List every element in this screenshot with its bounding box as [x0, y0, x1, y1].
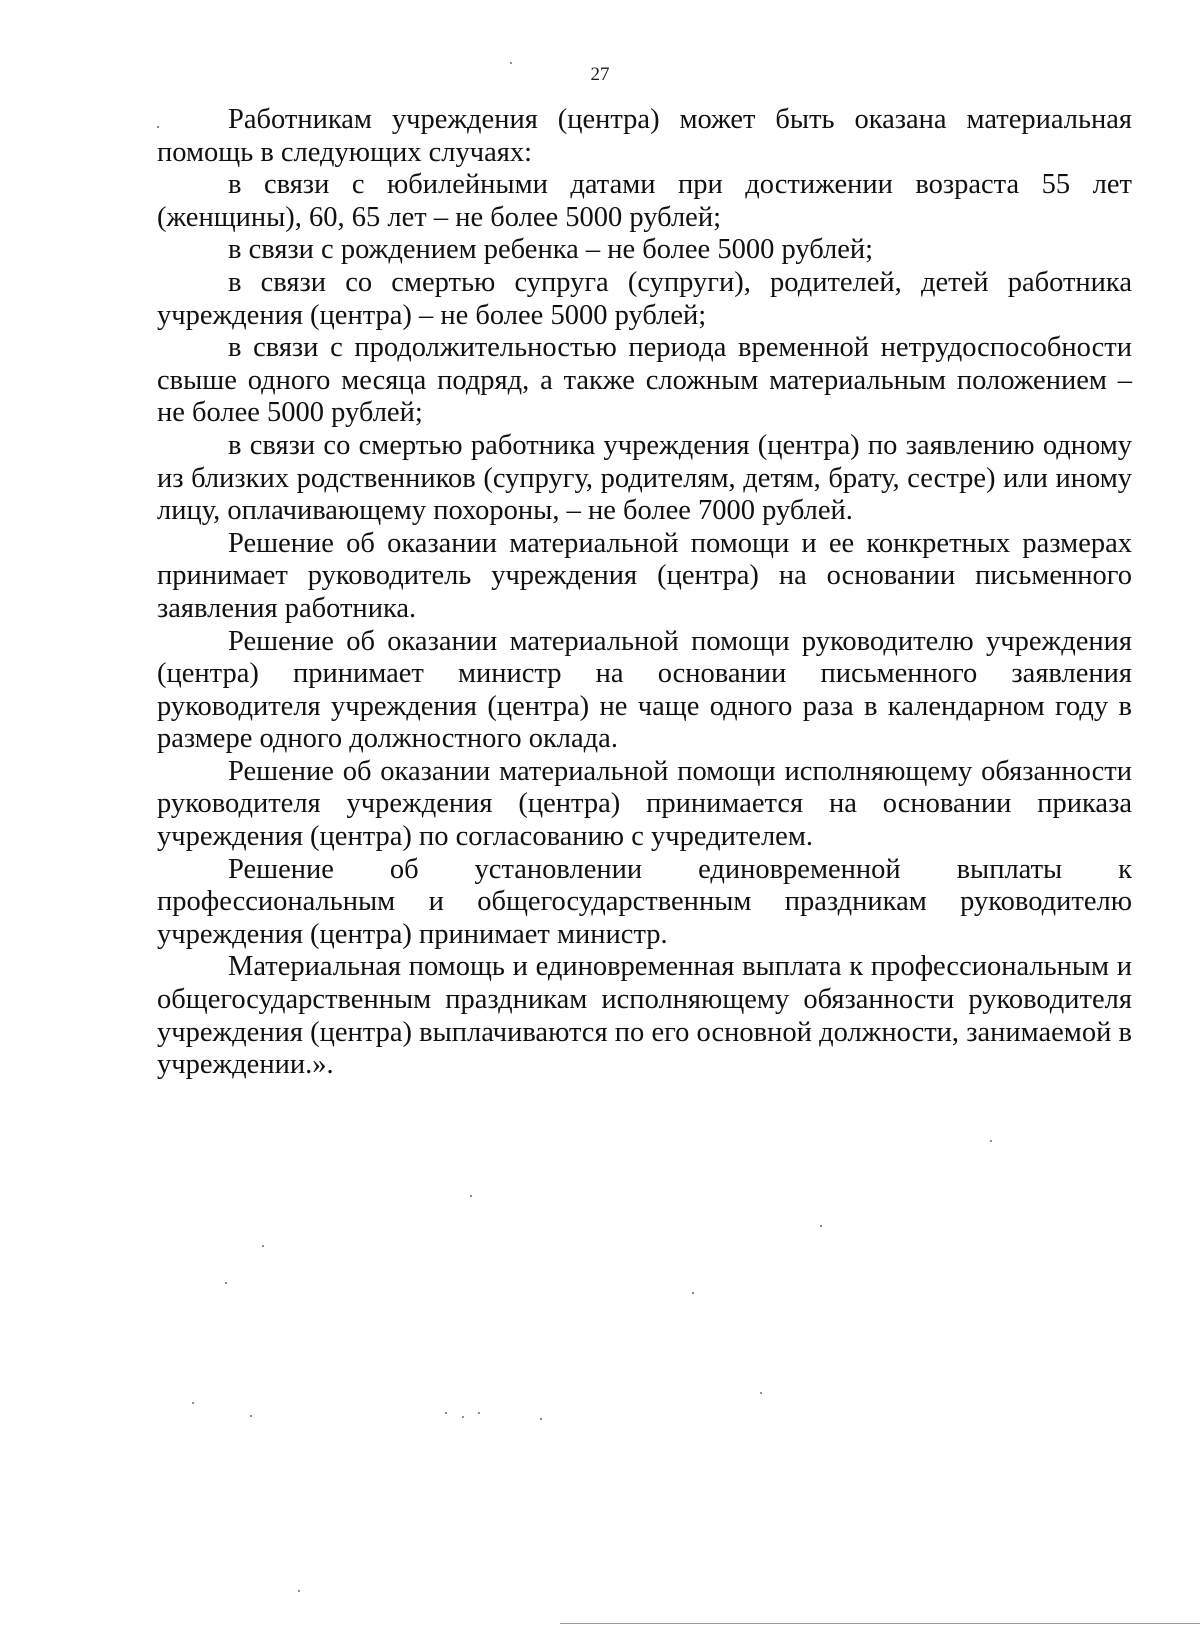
paragraph-decision-head: Решение об оказании материальной помощи и ее конкретных размерах принимает руководитель учреждения (центра) на основании письменного заявления работника. — [157, 527, 1132, 624]
paragraph-decision-minister: Решение об оказании материальной помощи руководителю учреждения (центра) принимает министр на основании письменного заявления руководителя учреждения (центра) не чаще одного раза в календарном году в размере одного должностного оклада. — [157, 625, 1132, 755]
paragraph-disability: в связи с продолжительностью периода временной нетрудоспособности свыше одного месяца подряд, а также сложным материальным положением – не более 5000 рублей; — [157, 332, 1132, 429]
scan-speck — [820, 1225, 822, 1227]
scan-speck — [298, 1590, 300, 1592]
scan-speck — [462, 1416, 464, 1418]
paragraph-payment-basis: Материальная помощь и единовременная выплата к профессиональным и общегосударственным праздникам исполняющему обязанности руководителя учреждения (центра) выплачиваются по его основной должности, занимаемой в учреждении.». — [157, 951, 1132, 1081]
scan-speck — [250, 1415, 252, 1417]
page-number: 27 — [590, 64, 610, 85]
paragraph-anniversary: в связи с юбилейными датами при достижении возраста 55 лет (женщины), 60, 65 лет – не более 5000 рублей; — [157, 169, 1132, 233]
paragraph-employee-death: в связи со смертью работника учреждения (центра) по заявлению одному из близких родственников (супругу, родителям, детям, брату, сестре) или иному лицу, оплачивающему похороны, – не более 7000 рублей. — [157, 429, 1132, 527]
scan-speck — [540, 1418, 542, 1420]
paragraph-child-birth: в связи с рождением ребенка – не более 5000 рублей; — [228, 234, 874, 266]
scan-speck — [510, 62, 512, 64]
scan-edge-line — [560, 1623, 1200, 1624]
scan-speck — [470, 1195, 472, 1197]
scan-speck — [692, 1292, 694, 1294]
paragraph-aid-cases-intro: Работникам учреждения (центра) может быть оказана материальная помощь в следующих случаях: — [157, 104, 1132, 168]
scan-speck — [760, 1392, 762, 1394]
scan-speck — [157, 126, 159, 128]
paragraph-family-death: в связи со смертью супруга (супруги), родителей, детей работника учреждения (центра) – не более 5000 рублей; — [157, 266, 1132, 331]
scan-speck — [478, 1412, 480, 1414]
scan-speck — [192, 1402, 194, 1404]
paragraph-decision-acting-head: Решение об оказании материальной помощи исполняющему обязанности руководителя учреждения (центра) принимается на основании приказа учреждения (центра) по согласованию с учредителем. — [157, 755, 1132, 853]
scan-speck — [445, 1412, 447, 1414]
scan-speck — [990, 1140, 992, 1142]
scan-speck — [262, 1245, 264, 1247]
paragraph-holiday-payment: Решение об установлении единовременной выплаты к профессиональным и общегосударственным праздникам руководителю учреждения (центра) принимает министр. — [157, 853, 1132, 950]
scan-speck — [225, 1282, 227, 1284]
document-body — [157, 104, 1132, 1082]
